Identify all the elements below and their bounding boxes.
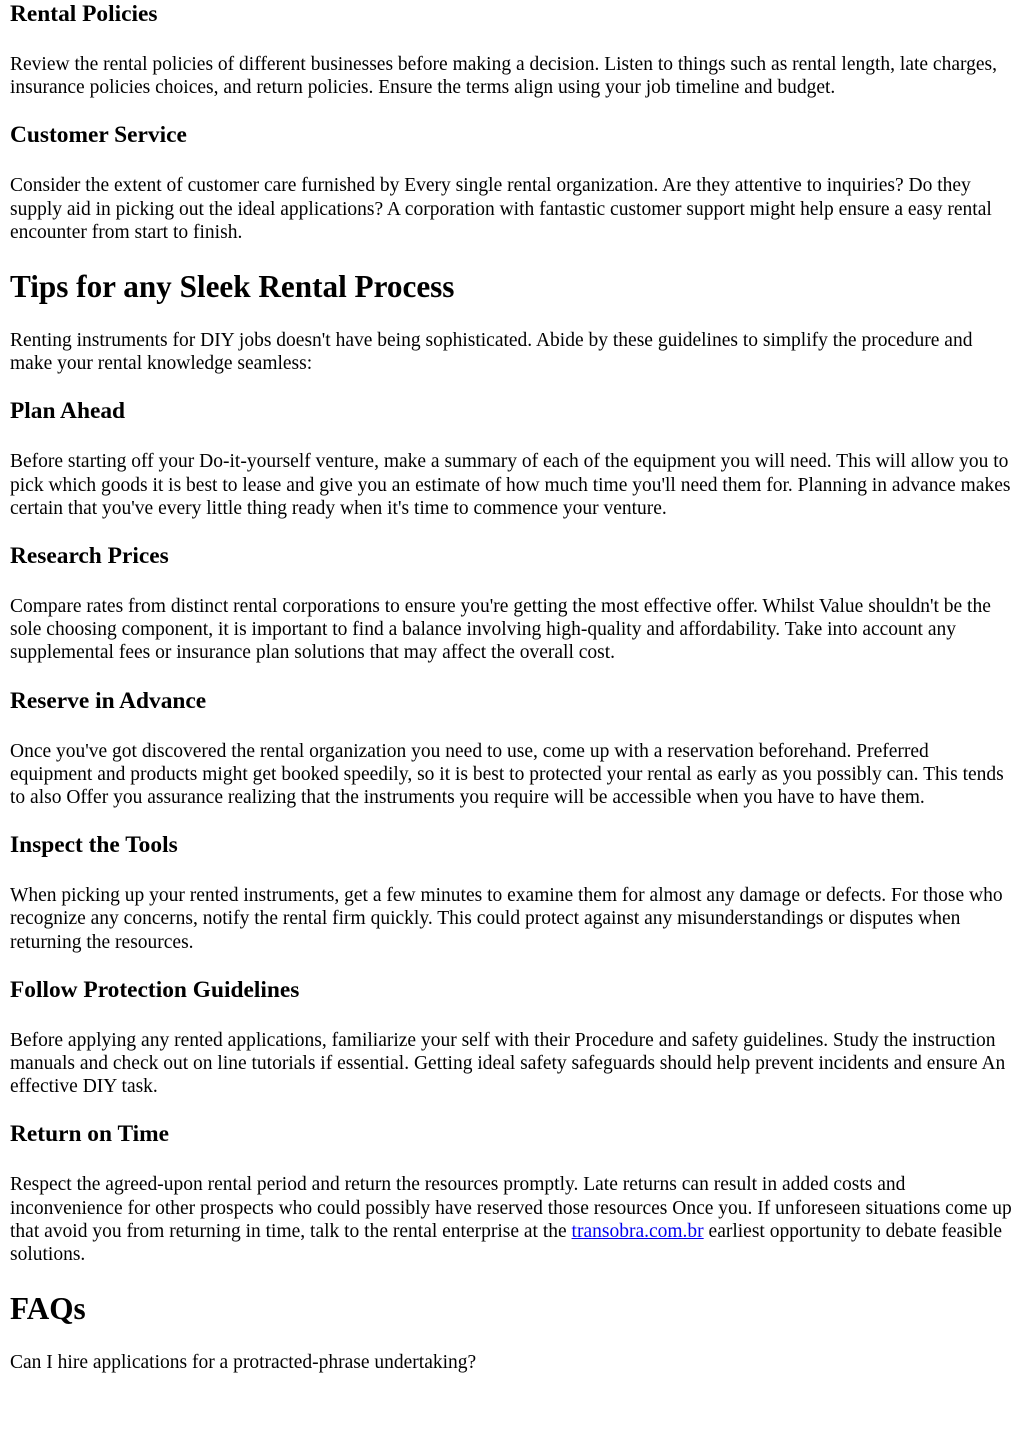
paragraph-return-text-after: earliest opportunity to debate feasible solutions.: [10, 1220, 1003, 1266]
heading-return-on-time: Return on Time: [10, 1121, 169, 1148]
paragraph-reserve: Once you've got discovered the rental organization you need to use, come up with a reservation beforehand. Preferred equipment and products might get booked speedily, so it is best to protected your rental as early as you possibly can. This tends to also Offer you assurance realizing that the instruments you require will be accessible when you have to have them.: [10, 740, 1004, 809]
paragraph-return-on-time: [10, 1173, 1014, 1266]
paragraph-research-prices: Compare rates from distinct rental corporations to ensure you're getting the most effective offer. Whilst Value shouldn't be the sole choosing component, it is important to find a balance involving high-quality and affordability. Take into account any supplemental fees or insurance plan solutions that may affect the overall cost.: [10, 596, 991, 664]
paragraph-protection: Before applying any rented applications, familiarize your self with their Procedure and safety guidelines. Study the instruction manuals and check out on line tutorials if essential. Getting ideal safety safeguards should help prevent incidents and ensure An effective DIY task.: [10, 1029, 1006, 1098]
heading-plan-ahead: Plan Ahead: [10, 398, 126, 425]
paragraph-customer-service: Consider the extent of customer care furnished by Every single rental organization. Are they attentive to inquiries? Do they supply aid in picking out the ideal applications? A corporation with fantastic customer support might help ensure a easy rental encounter from start to finish.: [10, 175, 992, 243]
paragraph-return-text-before: Respect the agreed-upon rental period and return the resources promptly. Late returns can result in added costs and inconvenience for other prospects who could possibly have reserved those resources Once you. If unforeseen situations come up that avoid you from returning in time, talk to the rental enterprise at the: [10, 1174, 1012, 1242]
heading-tips: Tips for any Sleek Rental Process: [10, 269, 455, 305]
heading-faqs: FAQs: [10, 1291, 86, 1327]
heading-reserve: Reserve in Advance: [10, 687, 207, 714]
heading-protection: Follow Protection Guidelines: [10, 976, 300, 1003]
paragraph-plan-ahead: Before starting off your Do-it-yourself venture, make a summary of each of the equipment you will need. This will allow you to pick which goods it is best to lease and give you an estimate of how much time you'll need them for. Planning in advance makes certain that you've every little thing ready when it's time to commence your venture.: [10, 451, 1011, 519]
heading-research-prices: Research Prices: [10, 543, 169, 570]
heading-customer-service: Customer Service: [10, 122, 187, 149]
heading-rental-policies: Rental Policies: [10, 1, 158, 27]
faq-question-1: Can I hire applications for a protracted-phrase undertaking?: [10, 1352, 477, 1374]
transobra-link[interactable]: transobra.com.br: [571, 1220, 704, 1242]
paragraph-inspect: When picking up your rented instruments, get a few minutes to examine them for almost any damage or defects. For those who recognize any concerns, notify the rental firm quickly. This could protect against any misunderstandings or disputes when returning the resources.: [10, 885, 1003, 953]
paragraph-tips: Renting instruments for DIY jobs doesn't have being sophisticated. Abide by these guidelines to simplify the procedure and make your rental knowledge seamless:: [10, 330, 973, 375]
heading-inspect: Inspect the Tools: [10, 832, 178, 859]
paragraph-rental-policies: Review the rental policies of different businesses before making a decision. Listen to things such as rental length, late charges, insurance policies choices, and return policies. Ensure the terms align using your job timeline and budget.: [10, 54, 997, 99]
